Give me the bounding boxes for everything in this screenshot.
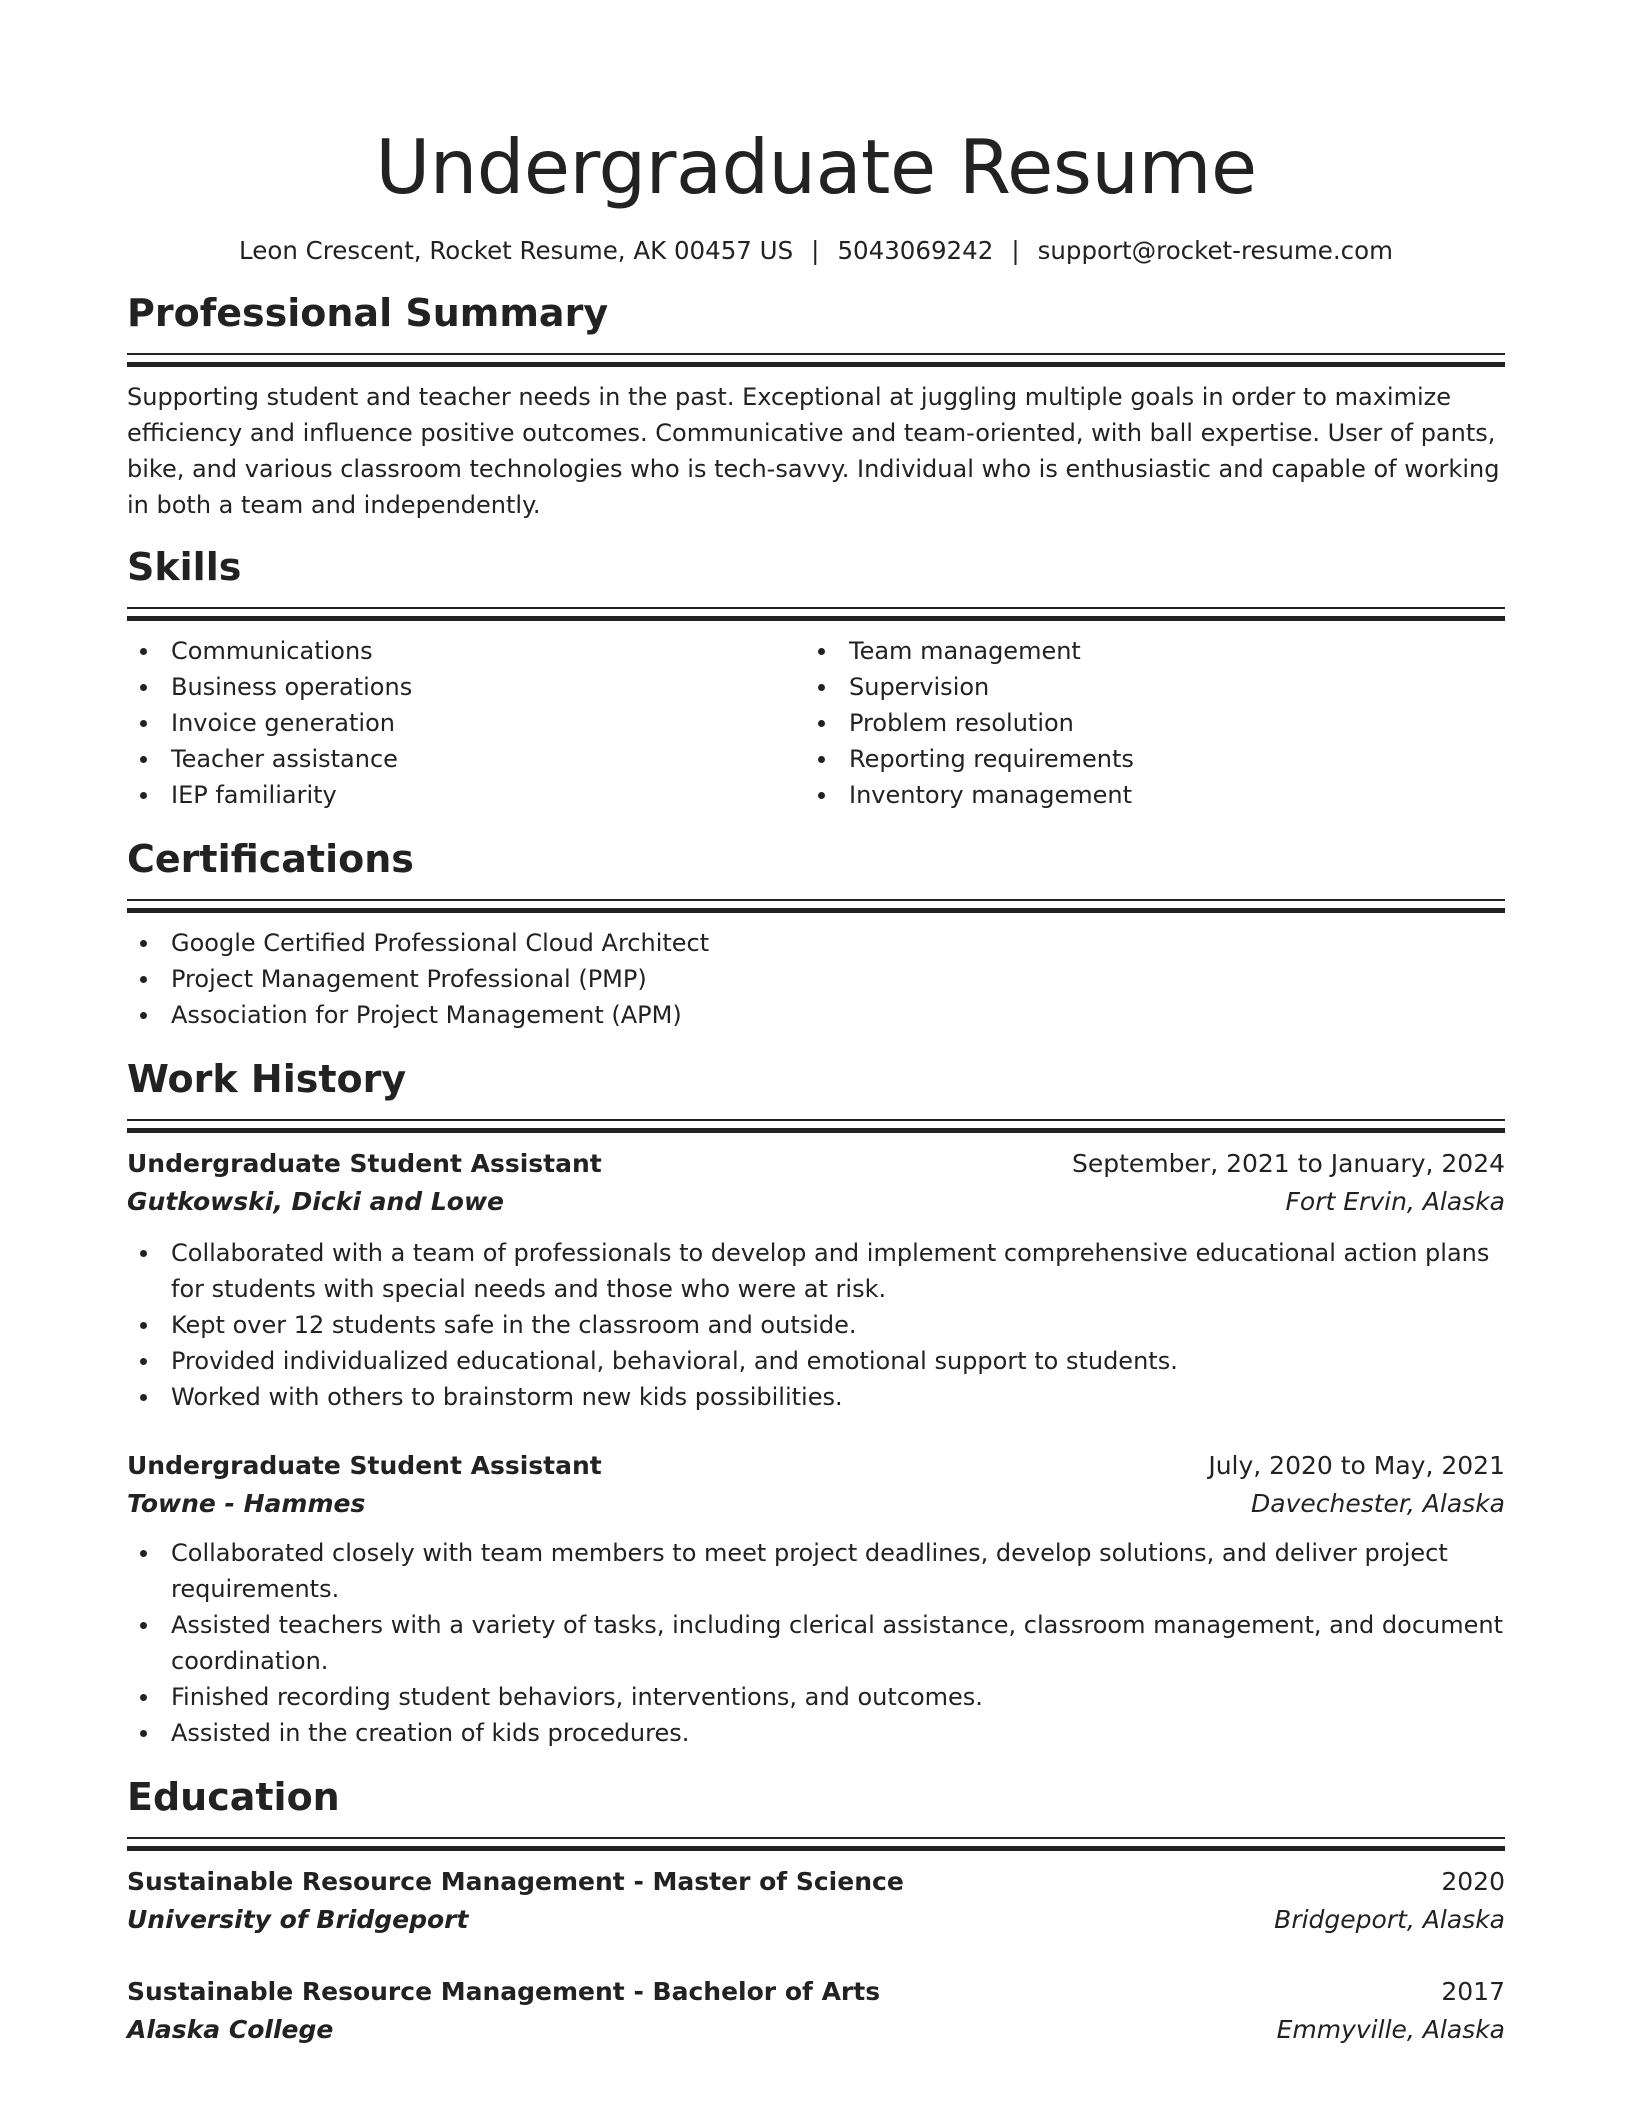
certification-item: Project Management Professional (PMP) bbox=[127, 961, 1505, 997]
job-bullet: Collaborated with a team of professionals to develop and implement comprehensive educational action plans for students with special needs and those who were at risk. bbox=[127, 1235, 1505, 1307]
resume-title: Undergraduate Resume bbox=[375, 123, 1257, 211]
section-divider bbox=[127, 1837, 1505, 1849]
summary-section bbox=[127, 289, 1505, 523]
skills-section bbox=[127, 543, 1505, 813]
skill-item: Business operations bbox=[127, 669, 805, 705]
education-header bbox=[127, 1863, 1505, 1901]
email-text: support@rocket-resume.com bbox=[1037, 236, 1393, 265]
certification-item: Google Certified Professional Cloud Architect bbox=[127, 925, 1505, 961]
section-divider bbox=[127, 899, 1505, 911]
job-employer: Towne - Hammes bbox=[127, 1489, 366, 1518]
contact-separator: | bbox=[811, 236, 820, 265]
section-heading: Certifications bbox=[127, 837, 414, 881]
degree-name: Sustainable Resource Management - Master of Science bbox=[127, 1867, 904, 1896]
job-bullet: Worked with others to brainstorm new kids possibilities. bbox=[127, 1379, 1505, 1415]
education-subheader bbox=[127, 2011, 1505, 2049]
job-title: Undergraduate Student Assistant bbox=[127, 1451, 602, 1480]
job-bullet: Assisted in the creation of kids procedures. bbox=[127, 1715, 1505, 1751]
degree-name: Sustainable Resource Management - Bachelor of Arts bbox=[127, 1977, 881, 2006]
education-section bbox=[127, 1773, 1505, 2049]
certifications-list bbox=[127, 925, 1505, 1033]
contact-separator: | bbox=[1011, 236, 1020, 265]
school-name: University of Bridgeport bbox=[127, 1905, 469, 1934]
job-employer: Gutkowski, Dicki and Lowe bbox=[127, 1187, 505, 1216]
skills-right-column bbox=[805, 633, 1483, 813]
job-bullet: Kept over 12 students safe in the classroom and outside. bbox=[127, 1307, 1505, 1343]
job-title: Undergraduate Student Assistant bbox=[127, 1149, 602, 1178]
job-bullets bbox=[127, 1535, 1505, 1751]
job-location: Fort Ervin, Alaska bbox=[1285, 1187, 1505, 1216]
skills-grid bbox=[127, 633, 1505, 813]
section-heading: Education bbox=[127, 1775, 340, 1819]
address-text: Leon Crescent, Rocket Resume, AK 00457 US bbox=[239, 236, 794, 265]
section-heading: Work History bbox=[127, 1057, 407, 1101]
skill-item: IEP familiarity bbox=[127, 777, 805, 813]
school-location: Emmyville, Alaska bbox=[1276, 2015, 1505, 2044]
certifications-section bbox=[127, 835, 1505, 1033]
skills-left-column bbox=[127, 633, 805, 813]
job-dates: September, 2021 to January, 2024 bbox=[1072, 1149, 1505, 1178]
resume-page bbox=[127, 0, 1505, 2049]
skill-item: Reporting requirements bbox=[805, 741, 1483, 777]
section-divider bbox=[127, 1119, 1505, 1131]
skill-item: Team management bbox=[805, 633, 1483, 669]
job-subheader bbox=[127, 1485, 1505, 1523]
job-header bbox=[127, 1145, 1505, 1183]
education-header bbox=[127, 1973, 1505, 2011]
job-bullet: Finished recording student behaviors, interventions, and outcomes. bbox=[127, 1679, 1505, 1715]
skill-item: Invoice generation bbox=[127, 705, 805, 741]
section-divider bbox=[127, 607, 1505, 619]
education-subheader bbox=[127, 1901, 1505, 1939]
skill-item: Problem resolution bbox=[805, 705, 1483, 741]
section-heading: Professional Summary bbox=[127, 291, 609, 335]
education-entry bbox=[127, 1863, 1505, 1939]
graduation-year: 2017 bbox=[1441, 1977, 1505, 2006]
graduation-year: 2020 bbox=[1441, 1867, 1505, 1896]
skill-item: Inventory management bbox=[805, 777, 1483, 813]
skill-item: Supervision bbox=[805, 669, 1483, 705]
education-entry bbox=[127, 1973, 1505, 2049]
section-divider bbox=[127, 353, 1505, 365]
contact-line bbox=[127, 235, 1505, 267]
school-name: Alaska College bbox=[127, 2015, 334, 2044]
job-bullet: Collaborated closely with team members to meet project deadlines, develop solutions, and deliver project requirements. bbox=[127, 1535, 1505, 1607]
job-header bbox=[127, 1447, 1505, 1485]
phone-text: 5043069242 bbox=[837, 236, 994, 265]
school-location: Bridgeport, Alaska bbox=[1274, 1905, 1505, 1934]
section-heading: Skills bbox=[127, 545, 242, 589]
skill-item: Teacher assistance bbox=[127, 741, 805, 777]
job-bullet: Provided individualized educational, behavioral, and emotional support to students. bbox=[127, 1343, 1505, 1379]
job-dates: July, 2020 to May, 2021 bbox=[1208, 1451, 1505, 1480]
summary-text: Supporting student and teacher needs in the past. Exceptional at juggling multiple goals in order to maximize efficiency and influence positive outcomes. Communicative and team-oriented, with ball expertise. User of pants, bike, and various classroom technologies who is tech-savvy. Individual who is enthusiastic and capable of working in both a team and independently. bbox=[127, 383, 1500, 519]
job-location: Davechester, Alaska bbox=[1251, 1489, 1505, 1518]
certification-item: Association for Project Management (APM) bbox=[127, 997, 1505, 1033]
work-history-section bbox=[127, 1055, 1505, 1751]
job-entry bbox=[127, 1447, 1505, 1751]
job-bullets bbox=[127, 1235, 1505, 1415]
job-entry bbox=[127, 1145, 1505, 1415]
job-bullet: Assisted teachers with a variety of tasks, including clerical assistance, classroom management, and document coordination. bbox=[127, 1607, 1505, 1679]
skill-item: Communications bbox=[127, 633, 805, 669]
job-subheader bbox=[127, 1183, 1505, 1221]
